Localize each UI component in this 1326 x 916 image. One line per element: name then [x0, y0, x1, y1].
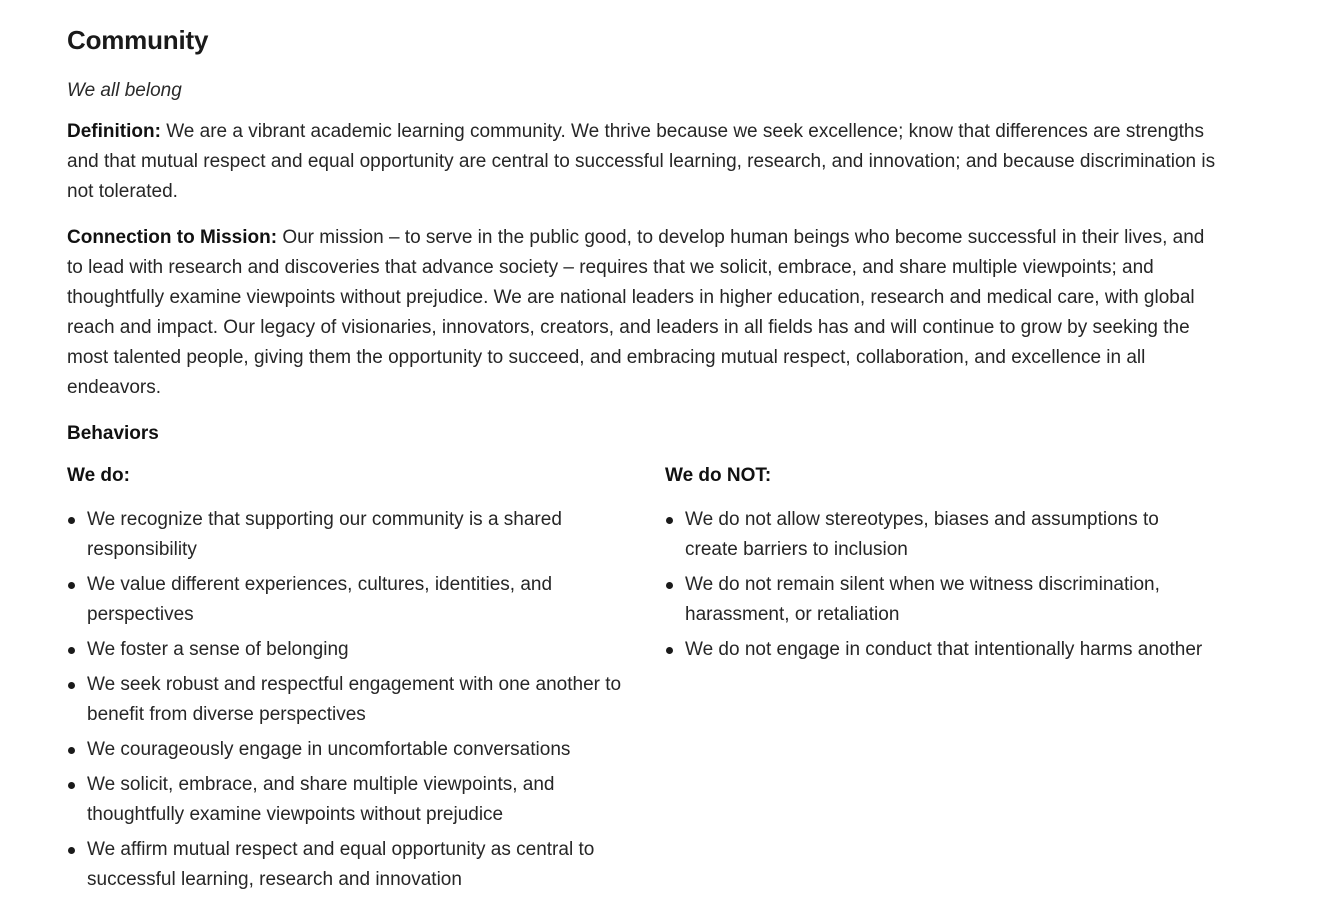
- behaviors-columns: [67, 461, 1219, 900]
- we-do-not-heading: We do NOT:: [665, 465, 772, 486]
- list-item: We solicit, embrace, and share multiple viewpoints, and thoughtfully examine viewpoints without prejudice: [87, 770, 665, 830]
- we-do-not-column: [665, 461, 1219, 900]
- list-item: We value different experiences, cultures, identities, and perspectives: [87, 570, 665, 630]
- connection-label: Connection to Mission:: [67, 227, 278, 248]
- behaviors-heading: Behaviors: [67, 423, 159, 444]
- connection-text: Our mission – to serve in the public good, to develop human beings who become successful in their lives, and to lead with research and discoveries that advance society – requires that we solicit, embrace, and share multiple viewpoints; and thoughtfully examine viewpoints without prejudice. We are national leaders in higher education, research and medical care, with global reach and impact. Our legacy of visionaries, innovators, creators, and leaders in all fields has and will continue to grow by seeking the most talented people, giving them the opportunity to succeed, and embracing mutual respect, collaboration, and excellence in all endeavors.: [67, 227, 1205, 398]
- definition-label: Definition:: [67, 121, 161, 142]
- list-item: We do not engage in conduct that intentionally harms another: [685, 635, 1219, 665]
- tagline: We all belong: [67, 80, 182, 101]
- we-do-column: [67, 461, 665, 900]
- list-item: We do not allow stereotypes, biases and assumptions to create barriers to inclusion: [685, 505, 1219, 565]
- list-item: We foster a sense of belonging: [87, 635, 665, 665]
- we-do-not-list: [665, 505, 1219, 665]
- list-item: We affirm mutual respect and equal opportunity as central to successful learning, research and innovation: [87, 835, 665, 895]
- we-do-heading: We do:: [67, 465, 130, 486]
- definition-paragraph: [67, 117, 1219, 207]
- we-do-list: [67, 505, 665, 895]
- page-title: Community: [67, 25, 209, 55]
- list-item: We courageously engage in uncomfortable conversations: [87, 735, 665, 765]
- definition-text: We are a vibrant academic learning community. We thrive because we seek excellence; know that differences are strengths and that mutual respect and equal opportunity are central to successful learning, research, and innovation; and because discrimination is not tolerated.: [67, 121, 1216, 202]
- list-item: We recognize that supporting our community is a shared responsibility: [87, 505, 665, 565]
- connection-paragraph: [67, 223, 1219, 403]
- list-item: We do not remain silent when we witness discrimination, harassment, or retaliation: [685, 570, 1219, 630]
- list-item: We seek robust and respectful engagement with one another to benefit from diverse perspectives: [87, 670, 665, 730]
